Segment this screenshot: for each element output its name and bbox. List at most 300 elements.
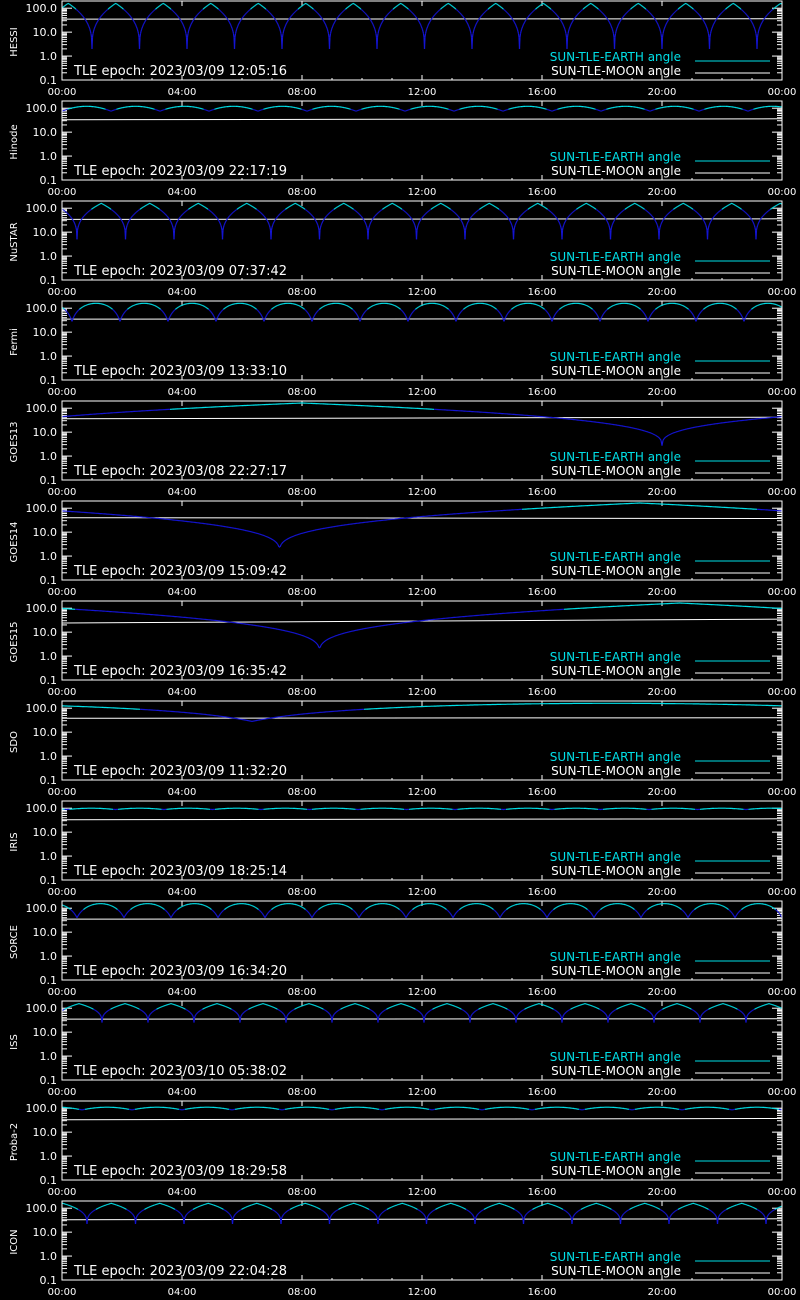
earth-angle-segment — [216, 217, 217, 218]
earth-angle-segment — [376, 215, 377, 216]
earth-angle-segment — [119, 318, 120, 319]
earth-angle-segment — [565, 30, 566, 32]
y-tick-label: 1.0 — [39, 50, 57, 64]
earth-angle-segment — [648, 11, 649, 12]
earth-angle-segment — [521, 32, 522, 34]
earth-angle-segment — [233, 32, 234, 34]
x-tick-label: 00:00 — [47, 387, 77, 398]
earth-angle-segment — [218, 8, 219, 9]
earth-angle-segment — [364, 12, 365, 13]
earth-angle-segment — [613, 32, 614, 34]
earth-angle-segment — [705, 223, 706, 224]
earth-angle-segment — [668, 21, 669, 22]
earth-angle-segment — [366, 224, 367, 225]
earth-angle-segment — [515, 23, 516, 24]
earth-angle-segment — [766, 213, 767, 214]
earth-angle-segment — [118, 316, 119, 317]
earth-angle-segment — [604, 217, 605, 218]
earth-angle-segment — [756, 32, 757, 34]
earth-angle-segment — [105, 12, 106, 13]
earth-angle-segment — [99, 19, 100, 20]
earth-angle-segment — [66, 311, 67, 312]
earth-angle-segment — [74, 222, 75, 223]
earth-angle-segment — [611, 230, 612, 239]
earth-angle-segment — [485, 12, 486, 13]
earth-angle-segment — [431, 20, 432, 21]
earth-angle-segment — [73, 318, 74, 319]
earth-angle-segment — [413, 221, 414, 222]
earth-angle-segment — [285, 27, 286, 28]
earth-angle-segment — [120, 320, 121, 322]
earth-angle-segment — [103, 14, 104, 15]
earth-angle-segment — [183, 213, 184, 214]
earth-angle-segment — [568, 32, 569, 34]
earth-angle-segment — [598, 8, 599, 9]
earth-angle-segment — [665, 26, 666, 27]
earth-angle-segment — [554, 12, 555, 13]
earth-angle-segment — [676, 11, 677, 12]
earth-angle-segment — [511, 16, 512, 17]
earth-angle-segment — [672, 15, 673, 16]
earth-angle-segment — [116, 213, 117, 214]
earth-angle-segment — [386, 16, 387, 17]
earth-angle-segment — [566, 34, 567, 37]
earth-angle-segment — [180, 217, 181, 218]
earth-angle-segment — [134, 22, 135, 23]
earth-angle-segment — [412, 219, 413, 220]
earth-angle-segment — [117, 214, 118, 215]
earth-angle-segment — [763, 216, 764, 217]
earth-angle-segment — [173, 226, 174, 228]
earth-angle-segment — [753, 222, 754, 223]
earth-angle-segment — [648, 11, 649, 12]
earth-angle-segment — [481, 16, 482, 17]
earth-angle-segment — [76, 313, 77, 314]
earth-angle-segment — [117, 214, 118, 215]
earth-angle-segment — [752, 23, 753, 24]
earth-angle-segment — [309, 212, 310, 213]
earth-angle-segment — [170, 220, 171, 221]
earth-angle-segment — [703, 20, 704, 21]
earth-angle-segment — [367, 226, 368, 228]
earth-angle-segment — [579, 13, 580, 14]
earth-angle-segment — [421, 24, 422, 25]
earth-angle-segment — [311, 214, 312, 215]
earth-angle-segment — [276, 219, 277, 220]
earth-angle-segment — [275, 220, 276, 221]
earth-angle-segment — [430, 21, 431, 22]
earth-angle-segment — [424, 34, 425, 37]
earth-angle-segment — [368, 230, 369, 239]
earth-angle-segment — [178, 220, 179, 221]
earth-angle-segment — [672, 15, 673, 16]
earth-angle-segment — [571, 213, 572, 214]
earth-angle-segment — [359, 214, 360, 215]
earth-angle-segment — [269, 224, 270, 225]
earth-angle-segment — [321, 16, 322, 17]
x-tick-label: 16:00 — [527, 187, 557, 198]
x-tick-label: 16:00 — [527, 387, 557, 398]
earth-angle-segment — [133, 19, 134, 20]
earth-angle-segment — [70, 216, 71, 217]
earth-angle-segment — [313, 217, 314, 218]
earth-angle-segment — [566, 220, 567, 221]
earth-angle-segment — [520, 216, 521, 217]
earth-angle-segment — [383, 21, 384, 22]
earth-angle-segment — [522, 214, 523, 215]
earth-angle-segment — [106, 11, 107, 12]
earth-angle-segment — [618, 215, 619, 216]
earth-angle-segment — [87, 23, 88, 24]
earth-angle-segment — [423, 217, 424, 218]
earth-angle-segment — [702, 18, 703, 19]
earth-angle-segment — [264, 216, 265, 217]
earth-angle-segment — [531, 14, 532, 15]
earth-angle-segment — [224, 226, 225, 228]
earth-angle-segment — [609, 226, 610, 228]
earth-angle-segment — [105, 12, 106, 13]
earth-angle-segment — [600, 212, 601, 213]
earth-angle-segment — [199, 13, 200, 14]
earth-angle-segment — [100, 18, 101, 19]
earth-angle-segment — [415, 226, 416, 228]
earth-angle-segment — [463, 223, 464, 224]
earth-angle-segment — [92, 37, 93, 49]
earth-angle-segment — [420, 221, 421, 222]
x-tick-label: 16:00 — [527, 87, 557, 98]
earth-angle-segment — [374, 217, 375, 218]
earth-angle-segment — [514, 228, 515, 231]
earth-angle-segment — [764, 19, 765, 20]
earth-angle-segment — [419, 22, 420, 23]
earth-angle-segment — [290, 17, 291, 18]
earth-angle-segment — [471, 217, 472, 218]
earth-angle-segment — [770, 12, 771, 13]
earth-angle-segment — [470, 218, 471, 219]
earth-angle-segment — [389, 13, 390, 14]
earth-angle-segment — [247, 13, 248, 14]
earth-angle-segment — [217, 218, 218, 219]
earth-angle-segment — [246, 14, 247, 15]
earth-angle-segment — [745, 13, 746, 14]
earth-angle-segment — [437, 13, 438, 14]
earth-angle-segment — [618, 26, 619, 27]
earth-angle-segment — [699, 214, 700, 215]
earth-angle-segment — [553, 214, 554, 215]
earth-angle-segment — [239, 23, 240, 24]
earth-angle-segment — [610, 23, 611, 24]
earth-angle-segment — [196, 16, 197, 17]
earth-angle-segment — [409, 216, 410, 217]
earth-angle-segment — [116, 313, 117, 314]
earth-angle-segment — [165, 314, 166, 315]
earth-angle-segment — [281, 34, 282, 37]
chart-panel-hinode — [9, 101, 796, 198]
earth-angle-segment — [553, 11, 554, 12]
earth-angle-segment — [385, 18, 386, 19]
earth-angle-segment — [72, 219, 73, 220]
earth-angle-segment — [365, 222, 366, 223]
earth-angle-segment — [460, 13, 461, 14]
earth-angle-segment — [623, 17, 624, 18]
earth-angle-segment — [328, 214, 329, 215]
earth-angle-segment — [679, 8, 680, 9]
earth-angle-segment — [177, 221, 178, 222]
earth-angle-segment — [226, 220, 227, 221]
earth-angle-segment — [605, 16, 606, 17]
earth-angle-segment — [723, 11, 724, 12]
earth-angle-segment — [378, 32, 379, 34]
earth-angle-segment — [177, 15, 178, 16]
earth-angle-segment — [177, 15, 178, 16]
earth-angle-segment — [166, 316, 167, 317]
earth-angle-segment — [432, 18, 433, 19]
earth-angle-segment — [275, 19, 276, 20]
earth-angle-segment — [752, 220, 753, 221]
earth-angle-segment — [363, 11, 364, 12]
earth-angle-segment — [700, 216, 701, 217]
earth-angle-segment — [662, 37, 663, 49]
earth-angle-segment — [718, 17, 719, 18]
earth-angle-segment — [330, 212, 331, 213]
satellite-label: HESSI — [9, 27, 20, 57]
earth-angle-segment — [616, 30, 617, 32]
earth-angle-segment — [512, 18, 513, 19]
earth-angle-segment — [73, 219, 74, 220]
earth-angle-segment — [645, 8, 646, 9]
earth-angle-segment — [705, 23, 706, 24]
earth-angle-segment — [503, 212, 504, 213]
earth-angle-segment — [241, 20, 242, 21]
earth-angle-segment — [201, 11, 202, 12]
earth-angle-segment — [320, 15, 321, 16]
earth-angle-segment — [87, 22, 88, 23]
earth-angle-segment — [317, 222, 318, 223]
earth-angle-segment — [715, 21, 716, 22]
earth-angle-segment — [753, 221, 754, 222]
earth-angle-segment — [659, 230, 660, 239]
earth-angle-segment — [324, 21, 325, 22]
legend-moon-label: SUN-TLE-MOON angle — [551, 264, 681, 278]
earth-angle-segment — [556, 217, 557, 218]
earth-angle-segment — [372, 220, 373, 221]
earth-angle-segment — [703, 19, 704, 20]
earth-angle-segment — [768, 14, 769, 15]
y-tick-label: 100.0 — [25, 302, 57, 316]
earth-angle-segment — [421, 219, 422, 220]
x-tick-label: 04:00 — [167, 187, 197, 198]
earth-angle-segment — [483, 14, 484, 15]
earth-angle-segment — [576, 16, 577, 17]
earth-angle-segment — [274, 17, 275, 18]
earth-angle-segment — [346, 8, 347, 9]
earth-angle-segment — [115, 212, 116, 213]
earth-angle-segment — [323, 221, 324, 222]
earth-angle-segment — [561, 20, 562, 21]
earth-angle-segment — [606, 16, 607, 17]
earth-angle-segment — [422, 28, 423, 30]
earth-angle-segment — [534, 11, 535, 12]
earth-angle-segment — [333, 26, 334, 27]
earth-angle-segment — [757, 226, 758, 228]
earth-angle-segment — [319, 14, 320, 15]
earth-angle-segment — [176, 223, 177, 224]
earth-angle-segment — [670, 212, 671, 213]
earth-angle-segment — [325, 23, 326, 24]
earth-angle-segment — [131, 217, 132, 218]
earth-angle-segment — [68, 313, 69, 314]
earth-angle-segment — [621, 212, 622, 213]
earth-angle-segment — [274, 222, 275, 223]
earth-angle-segment — [663, 220, 664, 221]
earth-angle-segment — [669, 18, 670, 19]
earth-angle-segment — [663, 219, 664, 220]
earth-angle-segment — [278, 23, 279, 24]
earth-angle-segment — [758, 223, 759, 224]
earth-angle-segment — [414, 222, 415, 223]
earth-angle-segment — [557, 15, 558, 16]
earth-angle-segment — [569, 30, 570, 32]
earth-angle-segment — [650, 213, 651, 214]
earth-angle-segment — [714, 23, 715, 24]
earth-angle-segment — [718, 212, 719, 213]
earth-angle-segment — [507, 13, 508, 14]
earth-angle-segment — [369, 18, 370, 19]
earth-angle-segment — [478, 21, 479, 22]
earth-angle-segment — [279, 214, 280, 215]
earth-angle-segment — [700, 215, 701, 216]
earth-angle-segment — [510, 220, 511, 221]
earth-angle-segment — [93, 34, 94, 37]
earth-angle-segment — [463, 16, 464, 17]
earth-angle-segment — [128, 223, 129, 224]
earth-angle-segment — [751, 219, 752, 220]
earth-angle-segment — [315, 219, 316, 220]
x-tick-label: 20:00 — [647, 87, 677, 98]
earth-angle-segment — [664, 28, 665, 30]
chart-panel-nustar — [9, 201, 796, 298]
earth-angle-segment — [364, 12, 365, 13]
earth-angle-segment — [569, 216, 570, 217]
earth-angle-segment — [293, 14, 294, 15]
earth-angle-segment — [224, 15, 225, 16]
earth-angle-segment — [420, 220, 421, 221]
earth-angle-segment — [415, 15, 416, 16]
earth-angle-segment — [127, 12, 128, 13]
earth-angle-segment — [614, 220, 615, 221]
earth-angle-segment — [79, 310, 80, 311]
earth-angle-segment — [295, 12, 296, 13]
earth-angle-segment — [114, 311, 115, 312]
earth-angle-segment — [665, 27, 666, 28]
earth-angle-segment — [438, 11, 439, 12]
earth-angle-segment — [508, 14, 509, 15]
earth-angle-segment — [653, 217, 654, 218]
earth-angle-segment — [516, 222, 517, 223]
earth-angle-segment — [703, 219, 704, 220]
earth-angle-segment — [416, 16, 417, 17]
earth-angle-segment — [176, 14, 177, 15]
earth-angle-segment — [464, 18, 465, 19]
x-tick-label: 12:00 — [407, 287, 437, 298]
earth-angle-segment — [248, 11, 249, 12]
earth-angle-segment — [711, 32, 712, 34]
earth-angle-segment — [103, 14, 104, 15]
earth-angle-segment — [119, 217, 120, 218]
earth-angle-segment — [371, 221, 372, 222]
earth-angle-segment — [130, 15, 131, 16]
earth-angle-segment — [78, 311, 79, 312]
earth-angle-segment — [367, 228, 368, 231]
earth-angle-segment — [461, 14, 462, 15]
earth-angle-segment — [511, 223, 512, 224]
earth-angle-segment — [377, 214, 378, 215]
earth-angle-segment — [262, 214, 263, 215]
legend-moon-label: SUN-TLE-MOON angle — [551, 164, 681, 178]
earth-angle-segment — [510, 15, 511, 16]
earth-angle-segment — [268, 11, 269, 12]
earth-angle-segment — [167, 319, 168, 320]
earth-angle-segment — [280, 30, 281, 32]
earth-angle-segment — [667, 23, 668, 24]
earth-angle-segment — [139, 34, 140, 37]
earth-angle-segment — [516, 26, 517, 27]
earth-angle-segment — [134, 214, 135, 215]
earth-angle-segment — [523, 26, 524, 27]
earth-angle-segment — [517, 27, 518, 28]
earth-angle-segment — [514, 21, 515, 22]
earth-angle-segment — [179, 17, 180, 18]
earth-angle-segment — [758, 32, 759, 34]
earth-angle-segment — [710, 34, 711, 37]
earth-angle-segment — [80, 309, 81, 310]
earth-angle-segment — [233, 30, 234, 32]
earth-angle-segment — [710, 37, 711, 49]
earth-angle-segment — [123, 8, 124, 9]
earth-angle-segment — [177, 222, 178, 223]
earth-angle-segment — [370, 18, 371, 19]
earth-angle-segment — [755, 226, 756, 228]
earth-angle-segment — [341, 13, 342, 14]
earth-angle-segment — [573, 20, 574, 21]
earth-angle-segment — [170, 219, 171, 220]
earth-angle-segment — [91, 34, 92, 37]
earth-angle-segment — [414, 15, 415, 16]
earth-angle-segment — [425, 37, 426, 49]
earth-angle-segment — [709, 224, 710, 225]
earth-angle-segment — [387, 15, 388, 16]
tle-epoch-label: TLE epoch: 2023/03/09 12:05:16 — [74, 64, 288, 79]
earth-angle-segment — [316, 12, 317, 13]
earth-angle-segment — [130, 16, 131, 17]
earth-angle-segment — [75, 315, 76, 316]
earth-angle-segment — [224, 224, 225, 225]
earth-angle-segment — [189, 28, 190, 30]
earth-angle-segment — [316, 220, 317, 221]
earth-angle-segment — [88, 23, 89, 24]
earth-angle-segment — [128, 222, 129, 223]
earth-angle-segment — [113, 310, 114, 311]
earth-angle-segment — [364, 219, 365, 220]
earth-angle-segment — [427, 212, 428, 213]
earth-angle-segment — [652, 216, 653, 217]
earth-angle-segment — [767, 15, 768, 16]
earth-angle-segment — [506, 12, 507, 13]
earth-angle-segment — [143, 26, 144, 27]
earth-angle-segment — [171, 221, 172, 222]
earth-angle-segment — [551, 212, 552, 213]
earth-angle-segment — [230, 23, 231, 24]
